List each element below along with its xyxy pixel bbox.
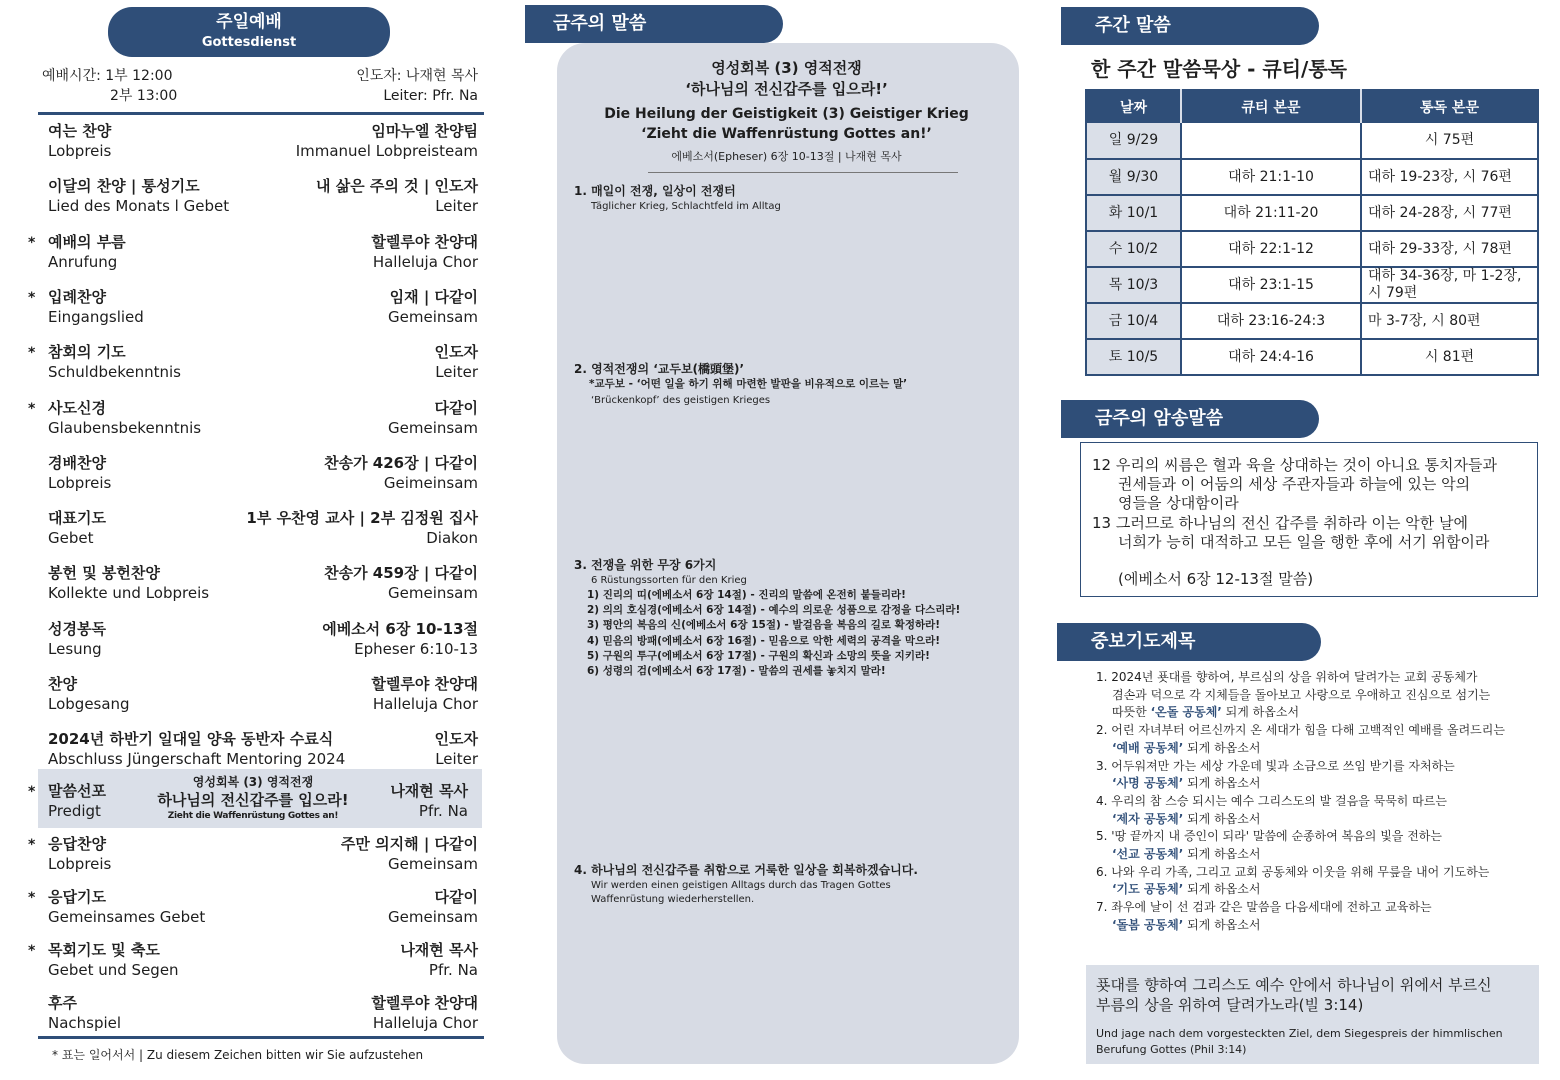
community-name: ‘온돌 공동체’: [1150, 705, 1222, 720]
order-item: [28, 834, 478, 878]
order-item-leader: 임재 | 다같이: [389, 287, 478, 306]
prayer-tail: 되게 하옵소서: [1183, 882, 1261, 897]
order-item-subtitle: Gemeinsames Gebet: [48, 908, 206, 926]
cell-qt: 대하 23:1-15: [1181, 267, 1361, 303]
prayer-item-cont: 겸손과 덕으로 각 지체들을 돌아보고 사랑으로 우애하고 진심으로 섬기는: [1112, 687, 1491, 702]
order-item-subtitle: Predigt: [48, 802, 101, 820]
order-item-leader-de: Halleluja Chor: [372, 1014, 478, 1032]
prayer-tail: 되게 하옵소서: [1183, 776, 1261, 791]
point-4-sub-1: Wir werden einen geistigen Alltags durch das Tragen Gottes: [591, 880, 891, 891]
memory-verse-line: 권세들과 이 어둠의 세상 주관자들과 하늘에 있는 악의: [1118, 475, 1471, 493]
stand-marker: *: [28, 890, 36, 906]
memory-verse-tab: [1061, 400, 1319, 438]
weekly-word-tab: [1061, 7, 1319, 45]
year-verse-box: [1086, 965, 1539, 1064]
order-item-leader-de: Diakon: [426, 529, 478, 548]
order-item-subtitle: Lied des Monats l Gebet: [48, 197, 230, 216]
order-item-title: 참회의 기도: [48, 343, 126, 362]
cell-reading: 대하 34-36장, 마 1-2장, 시 79편: [1361, 267, 1538, 303]
order-item-subtitle: Glaubensbekenntnis: [48, 418, 202, 437]
point-2-note: *교두보 - ‘어떤 일을 하기 위해 마련한 발판을 비유적으로 이르는 말’: [589, 378, 908, 390]
stand-marker: *: [28, 289, 36, 306]
prayer-item-community: [1112, 917, 1260, 934]
order-item-title: 응답기도: [48, 888, 106, 906]
order-item-title: 성경봉독: [48, 619, 106, 638]
sermon-title-block: [148, 775, 358, 822]
memory-verse-tab-label: 금주의 암송말씀: [1095, 408, 1223, 429]
cell-reading: 대하 19-23장, 시 76편: [1361, 159, 1538, 195]
footer-rule: [38, 1036, 484, 1039]
memory-verse-line: 영들을 상대함이라: [1118, 494, 1239, 512]
table-row: [1086, 195, 1538, 231]
prayer-lead: 따뜻한: [1112, 705, 1151, 720]
memory-verse-line: 13 그러므로 하나님의 전신 갑주를 취하라 이는 악한 날에: [1092, 514, 1469, 532]
prayer-item-community: [1112, 740, 1260, 757]
prayer-topics-tab-label: 중보기도제목: [1091, 631, 1196, 652]
prayer-item-community: [1112, 775, 1260, 792]
stand-footnote: * 표는 일어서서 | Zu diesem Zeichen bitten wir Sie aufzustehen: [52, 1048, 424, 1062]
prayer-item: 4. 우리의 참 스승 되시는 예수 그리스도의 발 걸음을 묵묵히 따르는: [1096, 793, 1447, 808]
armor-item: 3) 평안의 복음의 신(에베소서 6장 15절) - 발걸음을 복음의 길로 확정하라!: [587, 619, 941, 632]
order-item-leader-de: Leiter: [435, 197, 478, 216]
prayer-item: 1. 2024년 푯대를 향하여, 부르심의 상을 위하여 달려가는 교회 공동체가: [1096, 670, 1478, 684]
point-3-heading: 3. 전쟁을 위한 무장 6가지: [574, 558, 717, 572]
order-item-title: 대표기도: [48, 509, 106, 528]
leader-de: Leiter: Pfr. Na: [383, 88, 478, 104]
order-item-leader-de: Pfr. Na: [418, 802, 468, 820]
order-item-subtitle: Lobpreis: [48, 142, 112, 160]
order-item-leader: 내 삶은 주의 것 | 인도자: [315, 177, 478, 196]
reading-plan-table: [1085, 89, 1539, 376]
order-item-leader-de: Halleluja Chor: [372, 252, 478, 271]
cell-date: 금 10/4: [1086, 303, 1181, 339]
order-item: [28, 563, 478, 607]
year-verse-de: [1096, 1026, 1503, 1058]
order-item: [28, 176, 478, 220]
weekly-word-tab-label: 주간 말씀: [1095, 15, 1171, 36]
point-3-sub: 6 Rüstungssorten für den Krieg: [591, 575, 747, 586]
order-item: [28, 121, 478, 165]
point-1-sub: Täglicher Krieg, Schlachtfeld im Alltag: [591, 201, 781, 212]
year-verse-ko-line: 푯대를 향하여 그리스도 예수 안에서 하나님이 위에서 부르신: [1096, 976, 1492, 994]
prayer-item-community: [1112, 704, 1299, 721]
order-item-leader-de: Gemeinsam: [388, 584, 478, 603]
cell-date: 일 9/29: [1086, 123, 1181, 159]
community-name: ‘사명 공동체’: [1112, 776, 1184, 791]
order-item-leader: 임마누엘 찬양팀: [371, 122, 478, 140]
order-item-leader: 인도자: [434, 730, 478, 749]
memory-verse-line: 12 우리의 씨름은 혈과 육을 상대하는 것이 아니요 통치자들과: [1092, 456, 1497, 474]
order-item: [28, 674, 478, 718]
table-row: [1086, 267, 1538, 303]
order-item: [28, 729, 478, 773]
order-item-leader-de: Leiter: [435, 363, 478, 382]
prayer-item: 5. '땅 끝까지 내 증인이 되라' 말씀에 순종하여 복음의 빛을 전하는: [1096, 829, 1442, 844]
cell-date: 월 9/30: [1086, 159, 1181, 195]
year-verse-de-line: Berufung Gottes (Phil 3:14): [1096, 1043, 1247, 1056]
order-item-subtitle: Kollekte und Lobpreis: [48, 584, 210, 603]
sermon-tab: [525, 5, 783, 43]
order-item-subtitle: Anrufung: [48, 252, 118, 271]
prayer-item: 3. 어두워져만 가는 세상 가운데 빛과 소금으로 쓰임 받기를 자처하는: [1096, 758, 1455, 773]
cell-date: 토 10/5: [1086, 339, 1181, 375]
community-name: ‘제자 공동체’: [1112, 811, 1184, 826]
prayer-tail: 되게 하옵소서: [1183, 917, 1261, 932]
point-1-heading: 1. 매일이 전쟁, 일상이 전쟁터: [574, 184, 736, 198]
order-item-title: 2024년 하반기 일대일 양육 동반자 수료식: [48, 730, 334, 749]
year-verse-ko: [1096, 975, 1492, 1015]
order-item: [28, 453, 478, 497]
order-item-subtitle: Lobpreis: [48, 855, 112, 873]
order-item-leader-de: Gemeinsam: [388, 908, 478, 926]
order-item-leader: 다같이: [434, 888, 478, 906]
order-item-title: 말씀선포: [48, 782, 106, 800]
title-de-1: Die Heilung der Geistigkeit (3) Geistiger Krieg: [604, 106, 969, 122]
armor-item: 6) 성령의 검(에베소서 6장 17절) - 말씀의 권세를 놓치지 말라!: [587, 665, 886, 677]
scripture-ref: 에베소서(Epheser) 6장 10-13절 | 나재현 목사: [671, 150, 902, 163]
order-item-leader: 주만 의지해 | 다같이: [340, 835, 478, 853]
cell-reading: 시 75편: [1361, 123, 1538, 159]
prayer-item: 6. 나와 우리 가족, 그리고 교회 공동체와 이웃을 위해 무릎을 내어 기도하는: [1096, 864, 1490, 879]
order-item: [28, 619, 478, 663]
worship-header-de: Gottesdienst: [201, 35, 297, 50]
order-item-subtitle: Lobpreis: [48, 473, 112, 492]
order-item: [28, 398, 478, 442]
point-2-heading: 2. 영적전쟁의 ‘교두보(橋頭堡)’: [574, 362, 745, 376]
order-item-title: 경배찬양: [48, 453, 106, 472]
order-item-leader-de: Leiter: [435, 750, 478, 769]
point-4-sub-2: Waffenrüstung wiederherstellen.: [591, 894, 755, 905]
order-item-leader: 에베소서 6장 10-13절: [322, 619, 478, 638]
table-row: [1086, 231, 1538, 267]
prayer-item-community: [1112, 846, 1260, 863]
order-item-leader: 찬송가 459장 | 다같이: [324, 564, 478, 583]
cell-qt: 대하 22:1-12: [1181, 231, 1361, 267]
order-item-leader: 할렐루야 찬양대: [371, 675, 478, 693]
order-item-title: 찬양: [48, 675, 77, 693]
order-item-leader: 할렐루야 찬양대: [371, 232, 478, 251]
armor-item: 4) 믿음의 방패(에베소서 6장 16절) - 믿음으로 악한 세력의 공격을 막으라!: [587, 634, 941, 647]
community-name: ‘예배 공동체’: [1112, 740, 1184, 755]
order-item-leader-de: Pfr. Na: [428, 961, 478, 979]
service-time: 예배시간: 1부 12:00: [42, 68, 173, 84]
sermon-tab-label: 금주의 말씀: [553, 13, 647, 34]
stand-marker: *: [28, 784, 36, 800]
stand-marker: *: [28, 345, 36, 362]
prayer-item: 2. 어린 자녀부터 어르신까지 온 세대가 힘을 다해 고백적인 예배를 올려드리는: [1096, 723, 1505, 738]
memory-verse-ref: (에베소서 6장 12-13절 말씀): [1118, 570, 1314, 588]
cell-reading: 마 3-7장, 시 80편: [1361, 303, 1538, 339]
order-item-leader: 1부 우찬영 교사 | 2부 김정원 집사: [246, 509, 478, 528]
armor-item: 1) 진리의 띠(에베소서 6장 14절) - 진리의 말씀에 온전히 붙들리라!: [587, 589, 906, 601]
order-item-leader: 인도자: [434, 343, 478, 362]
order-item-leader-de: Geimeinsam: [383, 473, 478, 492]
col-header-date: 날짜: [1086, 90, 1181, 123]
col-header-reading: 통독 본문: [1361, 90, 1538, 123]
cell-date: 수 10/2: [1086, 231, 1181, 267]
table-row: [1086, 159, 1538, 195]
order-item-leader-de: Halleluja Chor: [372, 695, 478, 713]
order-item-title: 봉헌 및 봉헌찬양: [48, 564, 160, 583]
prayer-item: 7. 좌우에 날이 선 검과 같은 말씀을 다음세대에 전하고 교육하는: [1096, 900, 1432, 915]
header-rule: [38, 112, 484, 115]
order-item: [28, 342, 478, 386]
order-item-title: 예배의 부름: [48, 232, 126, 251]
title-ko-1: 영성회복 (3) 영적전쟁: [711, 59, 862, 77]
order-item: [28, 993, 478, 1037]
order-item-title: 여는 찬양: [48, 122, 112, 140]
point-2-sub: ‘Brückenkopf’ des geistigen Krieges: [591, 395, 771, 406]
point-4-heading: 4. 하나님의 전신갑주를 취함으로 거룩한 일상을 회복하겠습니다.: [574, 863, 918, 877]
cell-date: 화 10/1: [1086, 195, 1181, 231]
sermon-title-de: Zieht die Waffenrüstung Gottes an!: [167, 811, 339, 821]
cell-date: 목 10/3: [1086, 267, 1181, 303]
armor-item: 2) 의의 호심경(에베소서 6장 14절) - 예수의 의로운 성품으로 감정을 다스리라!: [587, 604, 961, 617]
community-name: ‘선교 공동체’: [1112, 847, 1184, 861]
memory-verse-line: 너희가 능히 대적하고 모든 일을 행한 후에 서기 위함이라: [1118, 533, 1490, 551]
order-item-leader-de: Gemeinsam: [388, 307, 478, 326]
cell-reading: 대하 29-33장, 시 78편: [1361, 231, 1538, 267]
armor-item: 5) 구원의 투구(에베소서 6장 17절) - 구원의 확신과 소망의 뜻을 지키라!: [587, 649, 930, 662]
cell-qt: 대하 21:1-10: [1181, 159, 1361, 195]
order-item-title: 목회기도 및 축도: [48, 941, 160, 959]
prayer-item-community: [1112, 811, 1260, 828]
order-item-subtitle: Abschluss Jüngerschaft Mentoring 2024: [48, 750, 346, 769]
prayer-tail: 되게 하옵소서: [1183, 847, 1261, 861]
order-item-subtitle: Gebet: [48, 529, 94, 548]
order-item-subtitle: Nachspiel: [48, 1014, 122, 1032]
prayer-item-community: [1112, 881, 1260, 898]
prayer-tail: 되게 하옵소서: [1221, 705, 1300, 720]
sermon-series: 영성회복 (3) 영적전쟁: [192, 775, 314, 789]
year-verse-de-line: Und jage nach dem vorgesteckten Ziel, dem Siegespreis der himmlischen: [1096, 1027, 1503, 1040]
year-verse-ko-line: 부름의 상을 위하여 달려가노라(빌 3:14): [1096, 996, 1364, 1014]
order-item: [28, 940, 478, 984]
stand-marker: *: [28, 234, 36, 251]
order-item-leader-de: Gemeinsam: [388, 855, 478, 873]
stand-marker: *: [28, 837, 36, 853]
leader-ko: 인도자: 나재현 목사: [356, 68, 478, 84]
order-item-subtitle: Eingangslied: [48, 307, 144, 326]
order-item-leader: 다같이: [434, 398, 478, 417]
order-item-leader: 나재현 목사: [400, 941, 478, 959]
prayer-tail: 되게 하옵소서: [1183, 740, 1261, 755]
prayer-tail: 되게 하옵소서: [1183, 811, 1261, 826]
sermon-title: 하나님의 전신갑주를 입으라!: [157, 791, 349, 809]
order-item-subtitle: Lobgesang: [48, 695, 130, 713]
order-item-title: 입례찬양: [48, 287, 106, 306]
order-item-subtitle: Schuldbekenntnis: [48, 363, 181, 382]
order-item-title: 응답찬양: [48, 835, 106, 853]
weekly-word-subtitle: 한 주간 말씀묵상 - 큐티/통독: [1091, 57, 1347, 81]
order-item: [28, 887, 478, 931]
community-name: ‘돌봄 공동체’: [1112, 917, 1184, 932]
order-item-leader: 찬송가 426장 | 다같이: [324, 453, 478, 472]
order-item-leader-de: Gemeinsam: [388, 418, 478, 437]
title-rule: [648, 172, 958, 173]
cell-qt: [1181, 123, 1361, 159]
order-item-leader-de: Immanuel Lobpreisteam: [295, 142, 478, 160]
order-item: [28, 287, 478, 331]
title-ko-2: ‘하나님의 전신갑주를 입으라!’: [685, 80, 888, 98]
worship-header: [108, 7, 390, 57]
order-item: [28, 508, 478, 552]
table-row: [1086, 303, 1538, 339]
order-item: [28, 232, 478, 276]
worship-header-ko: 주일예배: [216, 12, 282, 32]
order-item-subtitle: Gebet und Segen: [48, 961, 179, 979]
order-item-leader: 할렐루야 찬양대: [371, 994, 478, 1012]
table-row: [1086, 123, 1538, 159]
order-item-leader-de: Epheser 6:10-13: [354, 639, 478, 658]
table-row: [1086, 339, 1538, 375]
order-item-subtitle: Lesung: [48, 639, 102, 658]
title-de-2: ‘Zieht die Waffenrüstung Gottes an!’: [641, 126, 932, 142]
sermon-notes-title: [570, 58, 1003, 165]
order-item-title: 사도신경: [48, 398, 106, 417]
stand-marker: *: [28, 943, 36, 959]
stand-marker: *: [28, 400, 36, 417]
order-item-leader: 나재현 목사: [390, 782, 468, 800]
cell-reading: 대하 24-28장, 시 77편: [1361, 195, 1538, 231]
cell-qt: 대하 23:16-24:3: [1181, 303, 1361, 339]
service-time-second: 2부 13:00: [110, 88, 178, 104]
prayer-topics-tab: [1057, 623, 1321, 661]
community-name: ‘기도 공동체’: [1112, 882, 1184, 897]
cell-qt: 대하 24:4-16: [1181, 339, 1361, 375]
order-item-title: 이달의 찬양 | 통성기도: [48, 177, 200, 196]
cell-reading: 시 81편: [1361, 339, 1538, 375]
cell-qt: 대하 21:11-20: [1181, 195, 1361, 231]
table-header-row: [1086, 90, 1538, 123]
col-header-qt: 큐티 본문: [1181, 90, 1361, 123]
order-item-title: 후주: [48, 994, 77, 1012]
